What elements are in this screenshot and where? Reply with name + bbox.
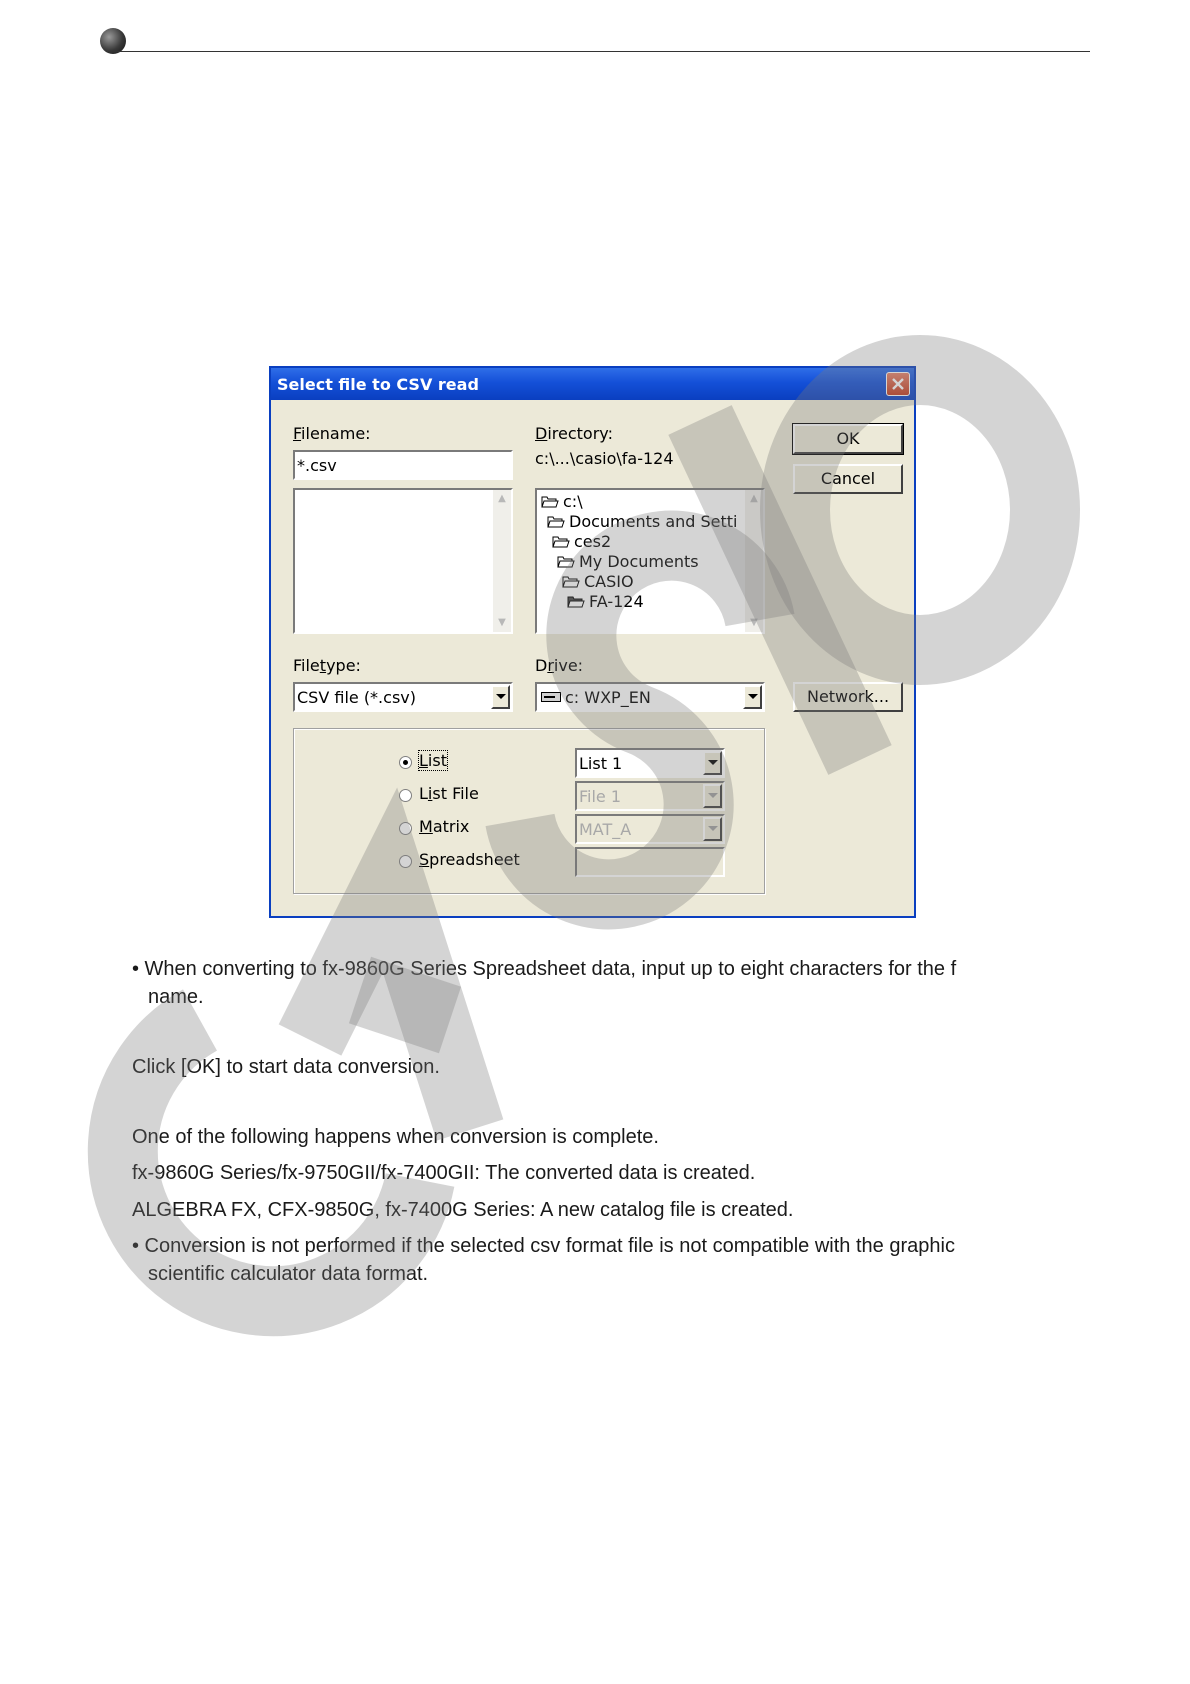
- filename-input[interactable]: [293, 450, 513, 480]
- open-folder-icon: [541, 495, 559, 508]
- select-file-dialog: [269, 366, 916, 918]
- dialog-title: Select file to CSV read: [277, 375, 479, 394]
- radio-list[interactable]: [399, 756, 412, 769]
- open-folder-icon: [562, 575, 580, 588]
- matrix-select-value: MAT_A: [579, 820, 632, 839]
- drive-select[interactable]: [535, 682, 765, 712]
- filetype-value: CSV file (*.csv): [297, 688, 416, 707]
- tree-item[interactable]: FA-124: [567, 592, 644, 611]
- list-select-value: List 1: [579, 754, 623, 773]
- file-list-scrollbar[interactable]: [493, 490, 511, 632]
- close-button[interactable]: [886, 372, 910, 396]
- filename-label: Filename:: [293, 424, 371, 443]
- radio-list-file[interactable]: [399, 789, 412, 802]
- tree-item[interactable]: CASIO: [562, 572, 634, 591]
- cancel-button[interactable]: Cancel: [793, 464, 903, 494]
- one-of-text: One of the following happens when conversion is complete.: [132, 1126, 659, 1148]
- filetype-select[interactable]: [293, 682, 513, 712]
- radio-spreadsheet-label[interactable]: Spreadsheet: [419, 850, 520, 869]
- filename-value: *.csv: [297, 456, 337, 475]
- list-select[interactable]: [575, 748, 725, 778]
- bullet-compat-line2: scientific calculator data format.: [148, 1263, 429, 1285]
- open-folder-icon: [547, 515, 565, 528]
- chevron-down-icon[interactable]: [743, 685, 762, 709]
- tree-item[interactable]: Documents and Setti: [547, 512, 738, 531]
- matrix-select: [575, 814, 725, 844]
- drive-icon: [541, 691, 561, 703]
- network-button[interactable]: Network...: [793, 682, 903, 712]
- fx9860-text: fx-9860G Series/fx-9750GII/fx-7400GII: The converted data is created.: [132, 1162, 756, 1184]
- filetype-label: Filetype:: [293, 656, 361, 675]
- directory-label: Directory:: [535, 424, 613, 443]
- open-folder-icon: [552, 535, 570, 548]
- radio-list-file-label[interactable]: List File: [419, 784, 479, 803]
- scroll-up-icon: ▲: [750, 493, 758, 504]
- radio-list-label[interactable]: List: [419, 751, 447, 770]
- chevron-down-icon[interactable]: [491, 685, 510, 709]
- scroll-up-icon: ▲: [498, 493, 506, 504]
- scroll-down-icon: ▼: [750, 617, 758, 628]
- tree-item[interactable]: ces2: [552, 532, 611, 551]
- file-select-value: File 1: [579, 787, 622, 806]
- dialog-titlebar[interactable]: [271, 368, 914, 400]
- directory-scrollbar[interactable]: [745, 490, 763, 632]
- ok-button[interactable]: OK: [793, 424, 903, 454]
- tree-item[interactable]: c:\: [541, 492, 583, 511]
- directory-tree[interactable]: [535, 488, 765, 634]
- radio-spreadsheet[interactable]: [399, 855, 412, 868]
- chevron-down-icon: [703, 817, 722, 841]
- scroll-down-icon: ▼: [498, 617, 506, 628]
- bullet-compat-line1: • Conversion is not performed if the selected csv format file is not compatible with the graphic: [132, 1235, 955, 1257]
- drive-label: Drive:: [535, 656, 584, 675]
- bullet-spreadsheet-line1: • When converting to fx-9860G Series Spreadsheet data, input up to eight characters for the f: [132, 958, 957, 980]
- chevron-down-icon: [703, 784, 722, 808]
- file-select: [575, 781, 725, 811]
- open-folder-icon: [557, 555, 575, 568]
- file-listbox[interactable]: [293, 488, 513, 634]
- chevron-down-icon[interactable]: [703, 751, 722, 775]
- spreadsheet-name-input: [575, 847, 725, 877]
- radio-matrix[interactable]: [399, 822, 412, 835]
- drive-value: c: WXP_EN: [565, 688, 651, 707]
- close-icon: [891, 377, 905, 391]
- algebra-text: ALGEBRA FX, CFX-9850G, fx-7400G Series: A new catalog file is created.: [132, 1199, 794, 1221]
- bullet-spreadsheet-line2: name.: [148, 986, 204, 1008]
- click-ok-text: Click [OK] to start data conversion.: [132, 1056, 440, 1078]
- radio-matrix-label[interactable]: Matrix: [419, 817, 470, 836]
- open-folder-icon: [567, 595, 585, 608]
- directory-path: c:\...\casio\fa-124: [535, 449, 674, 468]
- header-rule: [112, 51, 1090, 52]
- tree-item[interactable]: My Documents: [557, 552, 699, 571]
